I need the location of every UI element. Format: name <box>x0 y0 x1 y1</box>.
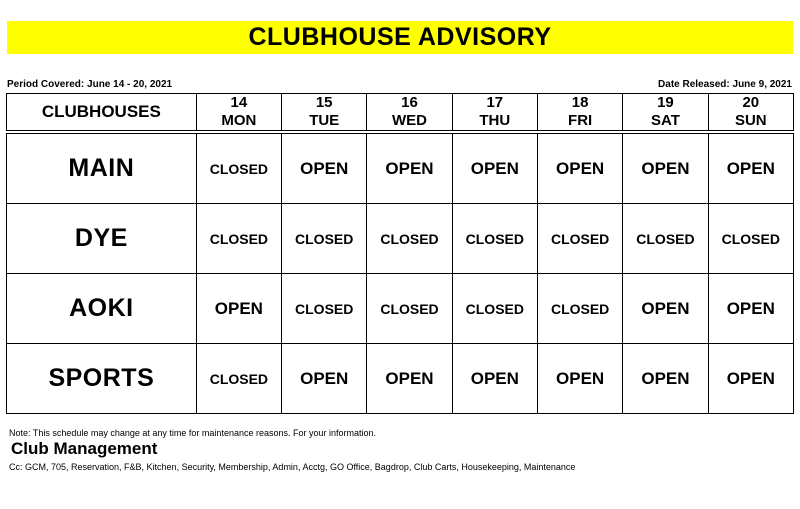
day-name: TUE <box>309 112 340 129</box>
status-cell: CLOSED <box>196 344 281 414</box>
cc-list: Cc: GCM, 705, Reservation, F&B, Kitchen, Security, Membership, Admin, Acctg, GO Office, Bagdrop, Club Carts, Housekeeping, Maintenance <box>9 462 576 472</box>
clubhouse-schedule-table <box>6 93 794 414</box>
day-number: 18 <box>571 94 589 111</box>
status-cell: OPEN <box>623 344 708 414</box>
status-cell: OPEN <box>452 132 537 204</box>
day-name: WED <box>392 112 427 129</box>
day-header <box>367 94 452 133</box>
clubhouse-row-sports <box>7 344 794 414</box>
day-name: FRI <box>568 112 593 129</box>
status-cell: CLOSED <box>708 204 793 274</box>
status-cell: CLOSED <box>282 204 367 274</box>
status-cell: CLOSED <box>537 204 622 274</box>
date-released: Date Released: June 9, 2021 <box>658 79 792 90</box>
day-header <box>623 94 708 133</box>
day-header <box>196 94 281 133</box>
day-header <box>537 94 622 133</box>
status-cell: OPEN <box>196 274 281 344</box>
day-name: THU <box>479 112 511 129</box>
schedule-header-row <box>7 94 794 133</box>
status-cell: CLOSED <box>196 204 281 274</box>
status-cell: OPEN <box>537 132 622 204</box>
signature: Club Management <box>11 439 158 458</box>
day-header <box>708 94 793 133</box>
status-cell: CLOSED <box>282 274 367 344</box>
status-cell: OPEN <box>367 132 452 204</box>
status-cell: CLOSED <box>623 204 708 274</box>
clubhouse-name: AOKI <box>7 274 197 344</box>
day-header <box>282 94 367 133</box>
status-cell: CLOSED <box>367 204 452 274</box>
status-cell: OPEN <box>452 344 537 414</box>
clubhouse-name: DYE <box>7 204 197 274</box>
day-name: SAT <box>650 112 680 129</box>
advisory-title: CLUBHOUSE ADVISORY <box>248 23 552 51</box>
status-cell: OPEN <box>623 274 708 344</box>
clubhouse-name: SPORTS <box>7 344 197 414</box>
status-cell: OPEN <box>282 132 367 204</box>
status-cell: CLOSED <box>452 274 537 344</box>
day-name: SUN <box>734 112 767 129</box>
day-name: MON <box>221 112 257 129</box>
status-cell: OPEN <box>708 132 793 204</box>
day-number: 16 <box>401 94 418 111</box>
clubhouse-name: MAIN <box>7 132 197 204</box>
day-number: 14 <box>230 94 248 111</box>
status-cell: OPEN <box>537 344 622 414</box>
day-number: 15 <box>315 94 333 111</box>
status-cell: CLOSED <box>367 274 452 344</box>
clubhouse-row-dye <box>7 204 794 274</box>
status-cell: OPEN <box>367 344 452 414</box>
period-covered: Period Covered: June 14 - 20, 2021 <box>7 79 173 90</box>
day-header <box>452 94 537 133</box>
status-cell: CLOSED <box>537 274 622 344</box>
day-number: 19 <box>657 94 674 111</box>
status-cell: OPEN <box>282 344 367 414</box>
clubhouse-row-main <box>7 132 794 204</box>
status-cell: OPEN <box>623 132 708 204</box>
day-number: 20 <box>742 94 760 111</box>
clubhouse-row-aoki <box>7 274 794 344</box>
schedule-note: Note: This schedule may change at any time for maintenance reasons. For your information. <box>9 428 377 438</box>
status-cell: CLOSED <box>196 132 281 204</box>
status-cell: CLOSED <box>452 204 537 274</box>
advisory-title-banner <box>7 21 793 54</box>
status-cell: OPEN <box>708 274 793 344</box>
day-number: 17 <box>486 94 504 111</box>
clubhouses-header: CLUBHOUSES <box>7 94 197 133</box>
status-cell: OPEN <box>708 344 793 414</box>
